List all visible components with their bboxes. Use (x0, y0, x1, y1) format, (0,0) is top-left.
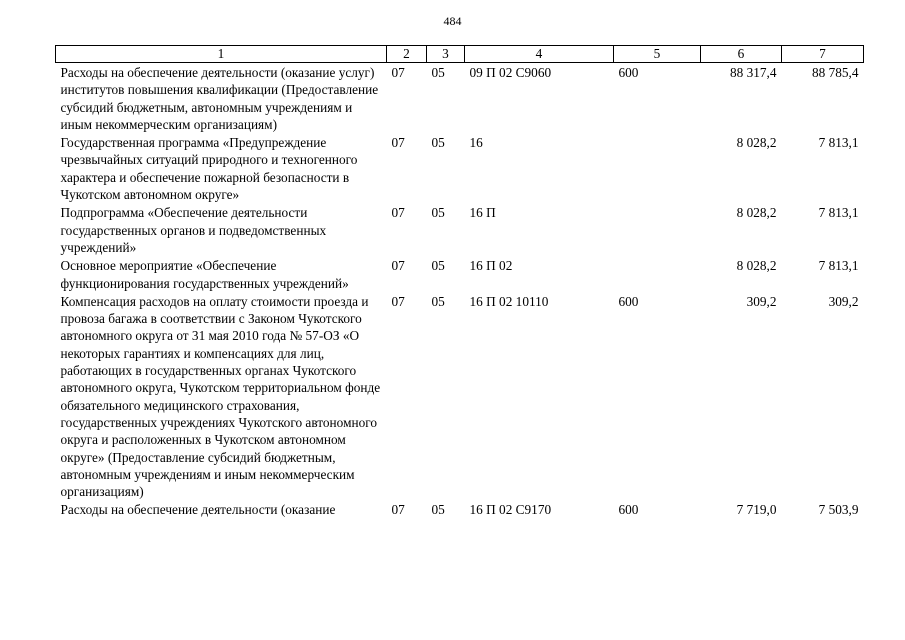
header-col-4: 4 (465, 46, 614, 63)
row-target-article: 09 П 02 С9060 (469, 65, 552, 80)
row-amount-1: 8 028,2 (736, 258, 777, 274)
row-amount-2: 309,2 (828, 293, 859, 309)
row-expense-type (614, 203, 701, 256)
row-section: 07 (391, 293, 405, 309)
table-row (56, 500, 864, 518)
row-target-article: 16 П (469, 205, 496, 221)
row-subsection: 05 (431, 502, 445, 518)
row-amount-1: 8 028,2 (736, 135, 777, 151)
header-col-7: 7 (782, 46, 864, 63)
row-subsection: 05 (431, 258, 445, 274)
row-amount-2: 7 813,1 (818, 205, 859, 221)
row-name: Государственная программа «Предупреждение чрезвычайных ситуаций природного и техногенного характера и обеспечение пожарной безопасности в Чукотском автономном округе» (60, 135, 358, 203)
row-amount-2: 7 813,1 (818, 135, 859, 151)
row-amount-1: 8 028,2 (736, 205, 777, 221)
table-row (56, 256, 864, 292)
row-amount-2: 7 813,1 (818, 258, 859, 274)
table-row (56, 133, 864, 203)
table-row (56, 203, 864, 256)
row-target-article: 16 П 02 С9170 (469, 502, 552, 518)
row-name: Подпрограмма «Обеспечение деятельности государственных органов и подведомственных учреждений» (60, 205, 327, 255)
row-target-article: 16 П 02 (469, 258, 513, 274)
row-section: 07 (391, 258, 405, 274)
row-target-article: 16 (469, 135, 483, 151)
row-amount-1: 88 317,4 (729, 65, 777, 80)
row-expense-type: 600 (618, 293, 639, 309)
header-col-3: 3 (427, 46, 465, 63)
header-col-2: 2 (387, 46, 427, 63)
row-target-article: 16 П 02 10110 (469, 293, 549, 309)
header-col-1: 1 (56, 46, 387, 63)
header-col-6: 6 (701, 46, 782, 63)
row-expense-type: 600 (618, 502, 639, 518)
header-col-5: 5 (614, 46, 701, 63)
budget-table (55, 45, 864, 519)
row-amount-2: 7 503,9 (818, 502, 859, 518)
row-amount-1: 309,2 (746, 293, 777, 309)
row-amount-2: 88 785,4 (811, 65, 859, 80)
row-expense-type: 600 (618, 65, 639, 80)
row-name: Расходы на обеспечение деятельности (оказание услуг) институтов повышения квалификации (Предоставление субсидий бюджетным, автономным учреждениям и иным некоммерческим организациям) (60, 65, 379, 132)
row-amount-1: 7 719,0 (736, 502, 777, 518)
row-section: 07 (391, 135, 405, 151)
table-row (56, 292, 864, 501)
row-section: 07 (391, 502, 405, 518)
row-name: Компенсация расходов на оплату стоимости проезда и провоза багажа в соответствии с Законом Чукотского автономного округа от 31 мая 2010 года № 57-ОЗ «О некоторых гарантиях и компенсациях для лиц, работающих в государственных органах Чукотского автономного округа, Чукотском территориальном фонде обязательного медицинского страхования, государственных учреждениях Чукотского автономного округа и расположенных в Чукотском автономном округе» (Предоставление субсидий бюджетным, автономным учреждениям и иным некоммерческим организациям) (60, 293, 381, 500)
row-expense-type (614, 256, 701, 292)
row-section: 07 (391, 205, 405, 221)
table-body (56, 63, 864, 519)
row-subsection: 05 (431, 65, 445, 80)
page-number: 484 (443, 14, 462, 28)
row-subsection: 05 (431, 205, 445, 221)
row-subsection: 05 (431, 293, 445, 309)
row-name: Основное мероприятие «Обеспечение функционирования государственных учреждений» (60, 258, 349, 291)
row-section: 07 (391, 65, 405, 80)
table-row (56, 63, 864, 134)
row-name: Расходы на обеспечение деятельности (оказание (60, 502, 336, 518)
header-row (56, 46, 864, 63)
row-expense-type (614, 133, 701, 203)
table-header (56, 46, 864, 63)
row-subsection: 05 (431, 135, 445, 151)
